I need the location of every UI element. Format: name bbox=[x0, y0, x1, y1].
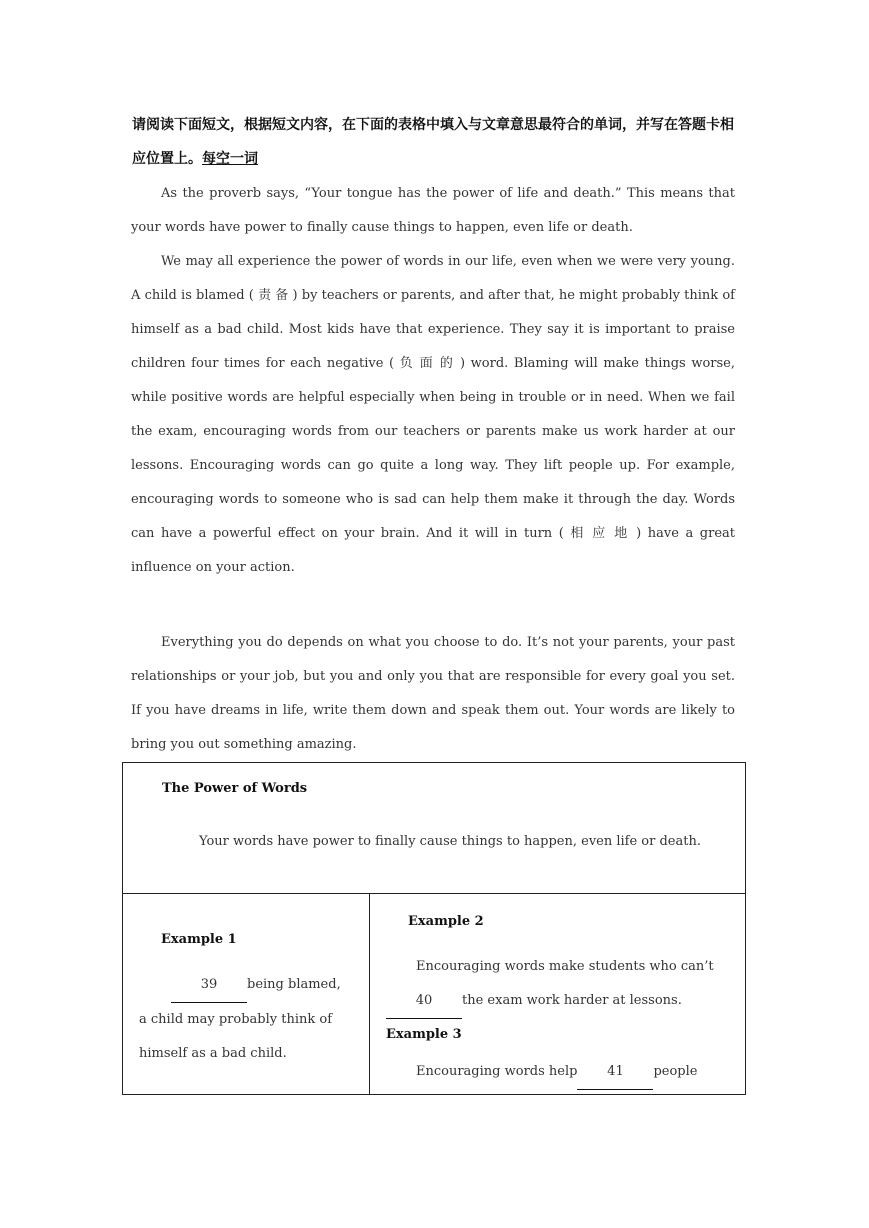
instruction-text: 请阅读下面短文，根据短文内容，在下面的表格中填入与文章意思最符合的单词，并写在答题卡相应位置上。 bbox=[132, 117, 734, 167]
example-3-body bbox=[416, 1055, 746, 1090]
table-summary: Your words have power to finally cause things to happen, even life or death. bbox=[199, 834, 701, 849]
example-1-rest: a child may probably think of himself as a bad child. bbox=[139, 1012, 333, 1061]
passage-paragraph-2: We may all experience the power of words in our life, even when we were very young. A child is blamed ( 责 备 ) by teachers or parents, and after that, he might probably think of himself as a bad child. Most kids have that experience. They say it is important to praise children four times for each negative ( 负 面 的 ) word. Blaming will make things worse, while positive words are helpful especially when being in trouble or in need. When we fail the exam, encouraging words from our teachers or parents make us work harder at our lessons. Encouraging words can go quite a long way. They lift people up. For example, encouraging words to someone who is sad can help them make it through the day. Words can have a powerful effect on your brain. And it will in turn ( 相 应 地 ) have a great influence on your action. bbox=[131, 254, 735, 575]
example-3-after: people bbox=[653, 1064, 698, 1079]
instruction-underlined: 每空一词 bbox=[202, 151, 258, 167]
example-3-before: Encouraging words help bbox=[416, 1064, 578, 1079]
example-1-after-blank: being blamed, bbox=[247, 977, 341, 992]
table-header-cell bbox=[123, 763, 746, 894]
example-1-body bbox=[139, 968, 359, 1071]
blank-41[interactable]: 41 bbox=[577, 1055, 653, 1090]
example-2-after: the exam work harder at lessons. bbox=[462, 993, 682, 1008]
blank-40[interactable]: 40 bbox=[386, 984, 462, 1019]
example-1-heading: Example 1 bbox=[161, 932, 237, 947]
example-1-cell bbox=[123, 894, 370, 1095]
example-2-body bbox=[386, 950, 736, 1019]
passage-paragraph-3: Everything you do depends on what you choose to do. It’s not your parents, your past relationships or your job, but you and only you that are responsible for every goal you set. If you have dreams in life, write them down and speak them out. Your words are likely to bring you out something amazing. bbox=[131, 635, 735, 752]
example-3-heading: Example 3 bbox=[386, 1027, 462, 1042]
instruction bbox=[132, 108, 742, 176]
table-title: The Power of Words bbox=[162, 781, 308, 796]
example-2-before: Encouraging words make students who can’t bbox=[416, 959, 714, 974]
summary-table bbox=[122, 762, 746, 1095]
example-2-3-cell bbox=[370, 894, 746, 1095]
blank-39[interactable]: 39 bbox=[171, 968, 247, 1003]
example-2-heading: Example 2 bbox=[408, 914, 484, 929]
passage-paragraph-1: As the proverb says, “Your tongue has the power of life and death.” This means that your words have power to finally cause things to happen, even life or death. bbox=[131, 186, 735, 235]
